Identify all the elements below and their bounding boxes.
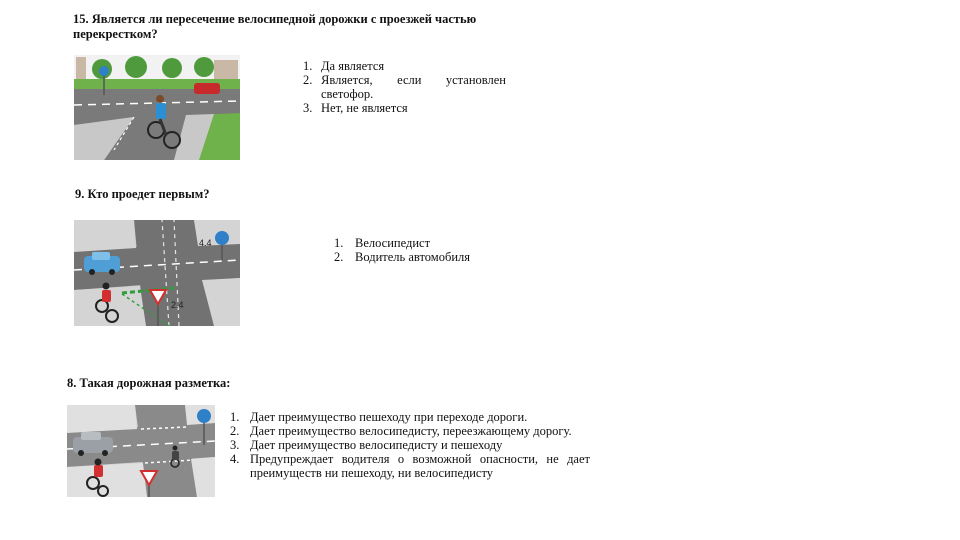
question-8-answers bbox=[230, 410, 590, 480]
answer-text: Да является bbox=[321, 59, 385, 73]
answer-number: 1. bbox=[303, 59, 313, 73]
answer-number: 1. bbox=[334, 236, 344, 250]
answer-number: 1. bbox=[230, 410, 240, 424]
sign-label-bottom: 2.4 bbox=[171, 300, 184, 310]
answer-number: 3. bbox=[230, 438, 240, 452]
question-15-answers bbox=[303, 59, 506, 115]
question-15-illustration bbox=[74, 55, 240, 160]
answer-text: Является, если установлен светофор. bbox=[321, 73, 506, 101]
bicycle-lane-sign-icon bbox=[99, 66, 109, 76]
answer-item[interactable] bbox=[303, 73, 506, 101]
question-15-title bbox=[73, 12, 533, 42]
answer-item[interactable] bbox=[303, 59, 506, 73]
question-8-illustration bbox=[67, 405, 215, 497]
answer-item[interactable] bbox=[230, 410, 590, 424]
bicycle-lane-sign-icon bbox=[197, 409, 211, 423]
answer-text: Нет, не является bbox=[321, 101, 408, 115]
answer-number: 4. bbox=[230, 452, 240, 466]
question-15-title-line2: перекрестком? bbox=[73, 27, 158, 41]
answer-number: 2. bbox=[303, 73, 313, 87]
bicycle-lane-sign-icon bbox=[215, 231, 229, 245]
question-9-answers bbox=[334, 236, 534, 264]
red-car-icon bbox=[194, 83, 220, 94]
answer-text: Водитель автомобиля bbox=[355, 250, 470, 264]
answer-text: Дает преимущество велосипедисту, переезжающему дорогу. bbox=[250, 424, 572, 438]
question-9-title: 9. Кто проедет первым? bbox=[75, 187, 210, 201]
answer-item[interactable] bbox=[230, 452, 590, 480]
answer-item[interactable] bbox=[303, 101, 506, 115]
answer-item[interactable] bbox=[230, 438, 590, 452]
question-15-title-line1: 15. Является ли пересечение велосипедной дорожки с проезжей частью bbox=[73, 12, 477, 26]
answer-text: Предупреждает водителя о возможной опасности, не дает преимуществ ни пешеходу, ни велосипедисту bbox=[250, 452, 590, 480]
sign-label-top: 4.4 bbox=[199, 238, 212, 248]
question-8-title: 8. Такая дорожная разметка: bbox=[67, 376, 231, 390]
answer-item[interactable] bbox=[334, 236, 534, 250]
answer-text: Велосипедист bbox=[355, 236, 431, 250]
answer-number: 2. bbox=[230, 424, 240, 438]
answer-text: Дает преимущество велосипедисту и пешеходу bbox=[250, 438, 503, 452]
answer-number: 2. bbox=[334, 250, 344, 264]
question-9-illustration bbox=[74, 220, 240, 326]
answer-item[interactable] bbox=[230, 424, 590, 438]
answer-text: Дает преимущество пешеходу при переходе дороги. bbox=[250, 410, 528, 424]
answer-number: 3. bbox=[303, 101, 313, 115]
answer-item[interactable] bbox=[334, 250, 534, 264]
